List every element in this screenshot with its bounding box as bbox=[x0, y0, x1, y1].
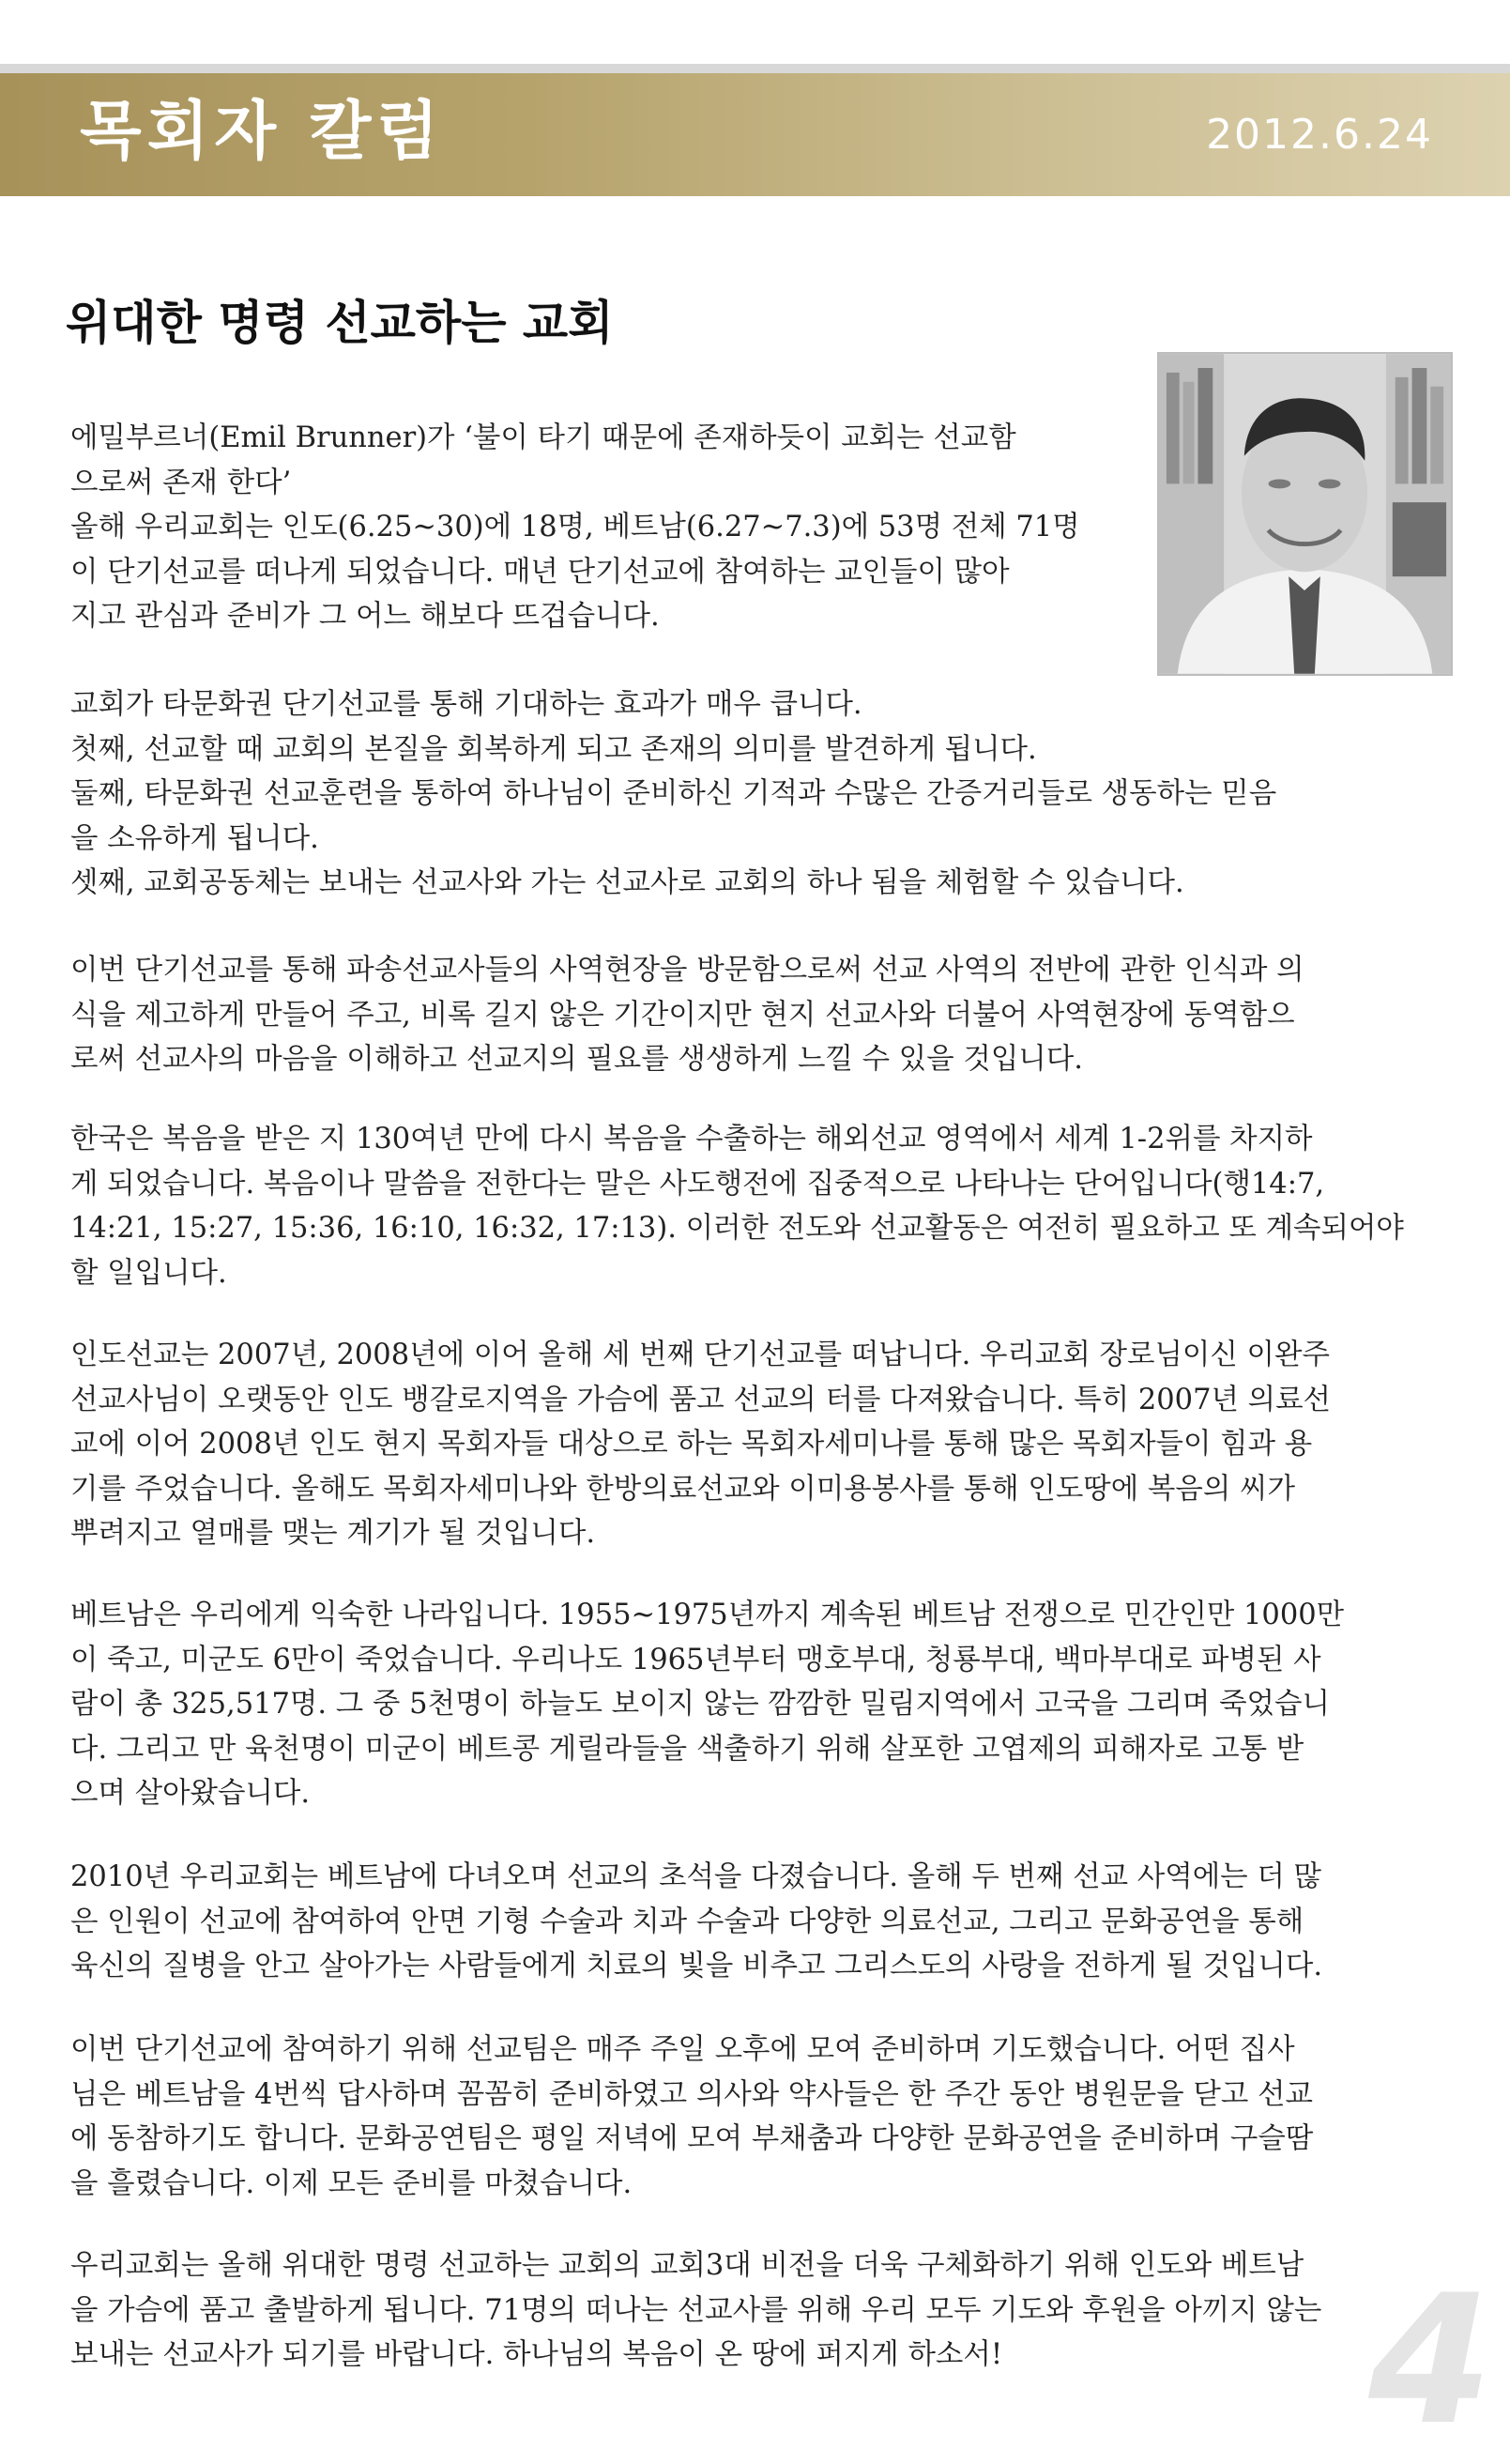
text-line: 을 흘렸습니다. 이제 모든 준비를 마쳤습니다. bbox=[70, 2166, 633, 2200]
text-line: 선교사님이 오랫동안 인도 뱅갈로지역을 가슴에 품고 선교의 터를 다져왔습니다. 특히 2007년 의료선 bbox=[70, 1383, 1332, 1416]
text-line: 할 일입니다. bbox=[70, 1256, 227, 1290]
paragraph-5 bbox=[70, 1333, 1445, 1556]
text-line: 뿌려지고 열매를 맺는 계기가 될 것입니다. bbox=[70, 1517, 596, 1551]
paragraph-4 bbox=[70, 1117, 1445, 1295]
article-section-8 bbox=[70, 2028, 1445, 2206]
text-line: 보내는 선교사가 되기를 바랍니다. 하나님의 복음이 온 땅에 퍼지게 하소서! bbox=[70, 2338, 1003, 2372]
paragraph-1 bbox=[70, 416, 1445, 639]
text-line: 님은 베트남을 4번씩 답사하며 꼼꼼히 준비하였고 의사와 약사들은 한 주간 동안 병원문을 닫고 선교 bbox=[70, 2077, 1313, 2111]
text-line: 지고 관심과 준비가 그 어느 해보다 뜨겁습니다. bbox=[70, 600, 660, 634]
article-section-1 bbox=[70, 416, 1445, 639]
text-line: 은 인원이 선교에 참여하여 안면 기형 수술과 치과 수술과 다양한 의료선교, 그리고 문화공연을 통해 bbox=[70, 1905, 1304, 1938]
text-line: 베트남은 우리에게 익숙한 나라입니다. 1955~1975년까지 계속된 베트남 전쟁으로 민간인만 1000만 bbox=[70, 1599, 1345, 1631]
text-line: 우리교회는 올해 위대한 명령 선교하는 교회의 교회3대 비전을 더욱 구체화하기 위해 인도와 베트남 bbox=[70, 2249, 1304, 2282]
paragraph-3 bbox=[70, 948, 1445, 1082]
text-line: 교회가 타문화권 단기선교를 통해 기대하는 효과가 매우 큽니다. bbox=[70, 688, 862, 721]
text-line: 으며 살아왔습니다. bbox=[70, 1777, 311, 1811]
article-section-2 bbox=[70, 682, 1445, 906]
text-line: 기를 주었습니다. 올해도 목회자세미나와 한방의료선교와 이미용봉사를 통해 인도땅에 복음의 씨가 bbox=[70, 1472, 1295, 1506]
text-line: 육신의 질병을 안고 살아가는 사람들에게 치료의 빛을 비추고 그리스도의 사랑을 전하게 될 것입니다. bbox=[70, 1950, 1323, 1983]
text-line: 이 단기선교를 떠나게 되었습니다. 매년 단기선교에 참여하는 교인들이 많아 bbox=[70, 555, 1010, 589]
article-section-7 bbox=[70, 1855, 1445, 1989]
text-line: 첫째, 선교할 때 교회의 본질을 회복하게 되고 존재의 의미를 발견하게 됩니다. bbox=[70, 732, 1037, 766]
text-line: 인도선교는 2007년, 2008년에 이어 올해 세 번째 단기선교를 떠납니다. 우리교회 장로님이신 이완주 bbox=[70, 1339, 1330, 1371]
text-line: 올해 우리교회는 인도(6.25~30)에 18명, 베트남(6.27~7.3)에 53명 전체 71명 bbox=[70, 511, 1080, 544]
text-line: 로써 선교사의 마음을 이해하고 선교지의 필요를 생생하게 느낄 수 있을 것입니다. bbox=[70, 1043, 1083, 1077]
text-line: 을 소유하게 됩니다. bbox=[70, 821, 319, 855]
text-line: 람이 총 325,517명. 그 중 5천명이 하늘도 보이지 않는 깜깜한 밀림지역에서 고국을 그리며 죽었습니 bbox=[70, 1688, 1330, 1722]
text-line: 식을 제고하게 만들어 주고, 비록 길지 않은 기간이지만 현지 선교사와 더불어 사역현장에 동역함으 bbox=[70, 998, 1295, 1032]
column-title: 목회자 칼럼 bbox=[80, 95, 445, 169]
text-line: 2010년 우리교회는 베트남에 다녀오며 선교의 초석을 다졌습니다. 올해 두 번째 선교 사역에는 더 많 bbox=[70, 1860, 1321, 1893]
article-section-4 bbox=[70, 1117, 1445, 1295]
text-line: 둘째, 타문화권 선교훈련을 통하여 하나님이 준비하신 기적과 수많은 간증거리들로 생동하는 믿음 bbox=[70, 777, 1277, 811]
article-section-3 bbox=[70, 948, 1445, 1082]
article-section-5 bbox=[70, 1333, 1445, 1556]
paragraph-7 bbox=[70, 1855, 1445, 1989]
paragraph-2 bbox=[70, 682, 1445, 906]
text-line: 을 가슴에 품고 출발하게 됩니다. 71명의 떠나는 선교사를 위해 우리 모두 기도와 후원을 아끼지 않는 bbox=[70, 2293, 1322, 2327]
text-line: 14:21, 15:27, 15:36, 16:10, 16:32, 17:13). 이러한 전도와 선교활동은 여전히 필요하고 또 계속되어야 bbox=[70, 1212, 1404, 1246]
column-header-banner bbox=[0, 73, 1510, 196]
paragraph-9 bbox=[70, 2243, 1445, 2378]
page-number: 4 bbox=[1368, 2257, 1493, 2464]
text-line: 게 되었습니다. 복음이나 말씀을 전한다는 말은 사도행전에 집중적으로 나타나는 단어입니다(행14:7, bbox=[70, 1167, 1325, 1201]
text-line: 이번 단기선교를 통해 파송선교사들의 사역현장을 방문함으로써 선교 사역의 전반에 관한 인식과 의 bbox=[70, 954, 1304, 987]
top-divider bbox=[0, 64, 1510, 73]
text-line: 으로써 존재 한다’ bbox=[70, 466, 292, 499]
text-line: 교에 이어 2008년 인도 현지 목회자들 대상으로 하는 목회자세미나를 통해 많은 목회자들이 힘과 용 bbox=[70, 1428, 1313, 1462]
article-section-9 bbox=[70, 2243, 1445, 2378]
text-line: 이번 단기선교에 참여하기 위해 선교팀은 매주 주일 오후에 모여 준비하며 기도했습니다. 어떤 집사 bbox=[70, 2033, 1295, 2066]
text-line: 에 동참하기도 합니다. 문화공연팀은 평일 저녁에 모여 부채춤과 다양한 문화공연을 준비하며 구슬땀 bbox=[70, 2122, 1314, 2156]
article-headline: 위대한 명령 선교하는 교회 bbox=[66, 296, 614, 350]
text-line: 셋째, 교회공동체는 보내는 선교사와 가는 선교사로 교회의 하나 됨을 체험할 수 있습니다. bbox=[70, 866, 1184, 900]
text-line: 한국은 복음을 받은 지 130여년 만에 다시 복음을 수출하는 해외선교 영역에서 세계 1-2위를 차지하 bbox=[70, 1123, 1313, 1155]
text-line: 이 죽고, 미군도 6만이 죽었습니다. 우리나도 1965년부터 맹호부대, 청룡부대, 백마부대로 파병된 사 bbox=[70, 1643, 1321, 1676]
article-section-6 bbox=[70, 1593, 1445, 1816]
paragraph-6 bbox=[70, 1593, 1445, 1816]
paragraph-8 bbox=[70, 2028, 1445, 2206]
text-line: 다. 그리고 만 육천명이 미군이 베트콩 게릴라들을 색출하기 위해 살포한 고엽제의 피해자로 고통 받 bbox=[70, 1732, 1304, 1766]
text-line: 에밀부르너(Emil Brunner)가 ‘불이 타기 때문에 존재하듯이 교회는 선교함 bbox=[70, 421, 1016, 454]
column-date: 2012.6.24 bbox=[1206, 111, 1433, 159]
